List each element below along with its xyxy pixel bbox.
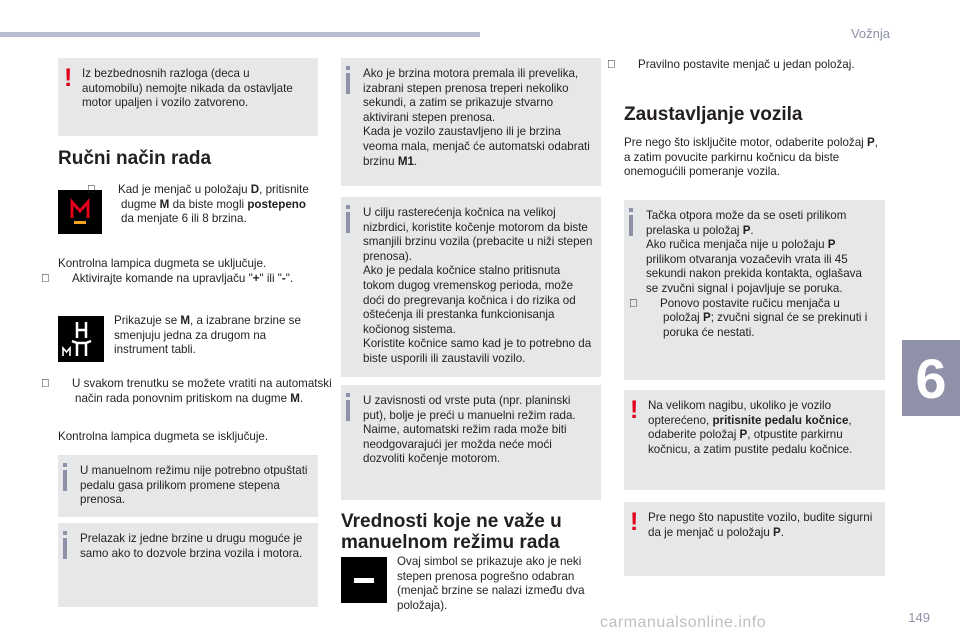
warning-icon: ! bbox=[630, 508, 639, 536]
chapter-tab: 6 bbox=[902, 340, 960, 416]
info-box-road-type bbox=[341, 385, 601, 500]
warning-box-leave-vehicle bbox=[624, 502, 885, 576]
arrow-bullet-icon bbox=[58, 377, 72, 392]
chapter-title: Vožnja bbox=[850, 26, 890, 41]
arrow-bullet-icon bbox=[58, 272, 72, 287]
info-text: Ako je brzina motora premala ili prevelika, izabrani stepen prenosa treperi nekoliko sekundi, a zatim se prikazuje stvarno aktivirani stepen prenosa. Kada je vozilo zaustavljeno ili je brzina veoma mala, menjač će automatski odabrati brzinu M1. bbox=[363, 67, 590, 168]
warning-box-slope bbox=[624, 390, 885, 490]
lamp-on-text: Kontrolna lampica dugmeta se uključuje. bbox=[58, 257, 267, 270]
invalid-symbol-text: Ovaj simbol se prikazuje ako je neki stepen prenosa pogrešno odabran (menjač brzine se nalazi između dva položaja). bbox=[397, 555, 585, 612]
arrow-bullet-icon bbox=[624, 58, 638, 73]
header-rule bbox=[0, 32, 480, 37]
info-box-engine-speed bbox=[341, 58, 601, 186]
info-icon bbox=[346, 66, 350, 94]
warning-text: Pre nego što napustite vozilo, budite sigurni da je menjač u položaju P. bbox=[648, 511, 873, 539]
lamp-off-text: Kontrolna lampica dugmeta se isključuje. bbox=[58, 430, 269, 443]
invalid-gear-symbol-icon bbox=[341, 557, 387, 603]
watermark: carmanualsonline.info bbox=[600, 614, 767, 631]
section-heading-stopping: Zaustavljanje vozila bbox=[624, 104, 803, 125]
warning-box-safety bbox=[58, 58, 318, 136]
info-box-engine-braking bbox=[341, 197, 601, 377]
page-number: 149 bbox=[908, 610, 930, 625]
arrow-bullet-icon bbox=[104, 183, 118, 198]
section-heading-manual-mode: Ručni način rada bbox=[58, 148, 212, 169]
info-icon bbox=[346, 205, 350, 233]
section-heading-invalid-values: Vrednosti koje ne važe u manuelnom režimu rada bbox=[341, 511, 562, 553]
step-return-auto: U svakom trenutku se možete vratiti na automatski način rada ponovnim pritiskom na dugme M. bbox=[58, 377, 335, 406]
warning-icon: ! bbox=[630, 396, 639, 424]
info-text: Tačka otpora može da se oseti prilikom prelaska u položaj P. Ako ručica menjača nije u položaju P prilikom otvaranja vozačevih vrata ili 45 sekundi nakon prekida kontakta, oglašava se zvučni signal i pojavljuje se poruka. Ponovo postavite ručicu menjača u položaj P; zvučni signal će se prekinuti i poruka će nestati. bbox=[646, 209, 868, 339]
info-box-gear-change bbox=[58, 523, 318, 607]
info-icon bbox=[346, 393, 350, 421]
info-text: U manuelnom režimu nije potrebno otpuštati pedalu gasa prilikom promene stepena prenosa. bbox=[80, 464, 308, 507]
display-m-text: Prikazuje se M, a izabrane brzine se smenjuju jedna za drugom na instrument tabli. bbox=[114, 314, 301, 357]
info-text: Prelazak iz jedne brzine u drugu moguće je samo ako to dozvole brzina vozila i motora. bbox=[80, 532, 303, 560]
step-press-m: Kad je menjač u položaju D, pritisnite dugme M da biste mogli postepeno da menjate 6 ili 8 brzina. bbox=[104, 183, 321, 227]
arrow-bullet-icon bbox=[646, 297, 660, 312]
step-set-gear: Pravilno postavite menjač u jedan položaj. bbox=[624, 58, 901, 73]
info-icon bbox=[629, 208, 633, 236]
info-box-park-position bbox=[624, 200, 885, 380]
warning-icon: ! bbox=[64, 64, 73, 92]
info-text: U cilju rasterećenja kočnica na velikoj nizbrdici, koristite kočenje motorom da biste smanjili brzinu vozila (prebacite u niži stepen prenosa). Ako je pedala kočnice stalno pritisnuta tokom dugog vremenskog perioda, može doći do pregrevanja kočnica i do rizika od oštećenja ili prestanka funkcionisanja kočionog sistema. Koristite kočnice samo kad je to potrebno da biste usporili ili zaustavili vozilo. bbox=[363, 206, 593, 365]
stopping-intro: Pre nego što isključite motor, odaberite položaj P, a zatim povucite parkirnu kočnicu da biste onemogućili pomeranje vozila. bbox=[624, 136, 878, 179]
warning-text: Iz bezbednosnih razloga (deca u automobilu) nemojte nikada da ostavljate motor upaljen i vozilo zatvoreno. bbox=[82, 67, 293, 110]
instrument-m-display-icon bbox=[58, 316, 104, 362]
step-activate-paddles: Aktivirajte komande na upravljaču "+" ili "-". bbox=[58, 272, 335, 287]
info-box-accelerator bbox=[58, 455, 318, 517]
info-icon bbox=[63, 463, 67, 491]
info-text: U zavisnosti od vrste puta (npr. planinski put), bolje je preći u manuelni režim rada. Naime, automatski režim rada može biti neodgovarajući jer možda neće moći dozvoliti kočenje motorom. bbox=[363, 394, 576, 466]
warning-text: Na velikom nagibu, ukoliko je vozilo opterećeno, pritisnite pedalu kočnice, odaberite položaj P, otpustite parkirnu kočnicu, a zatim pustite pedalu kočnice. bbox=[648, 399, 853, 456]
info-icon bbox=[63, 531, 67, 559]
